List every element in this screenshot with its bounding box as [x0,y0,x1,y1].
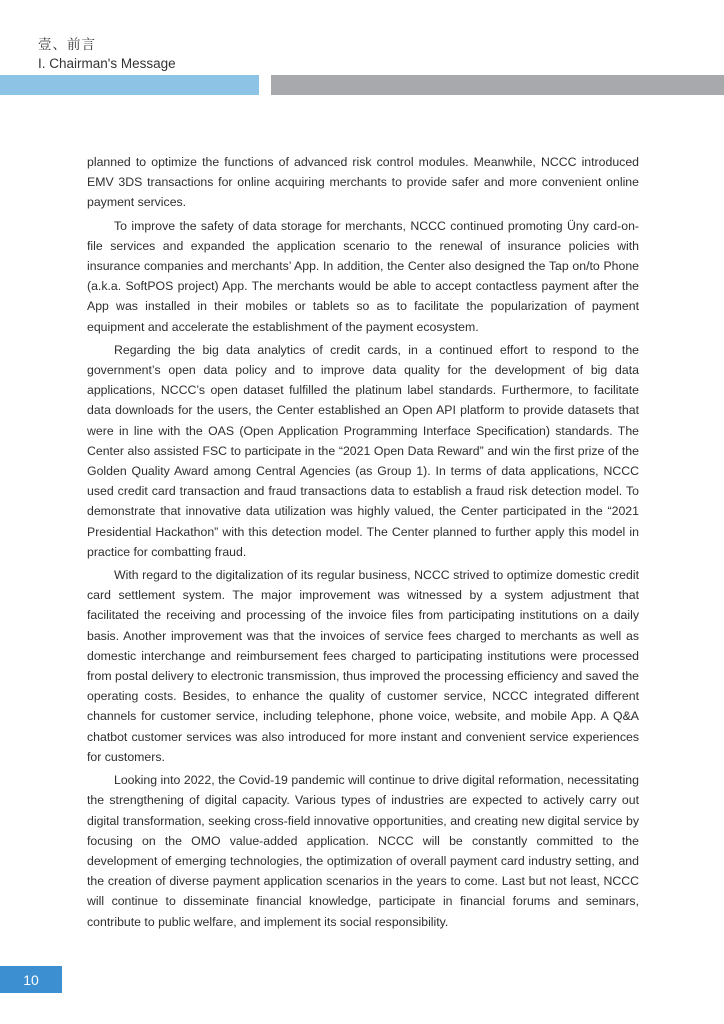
section-title-english: I. Chairman's Message [38,56,176,71]
paragraph-data-storage: To improve the safety of data storage for merchants, NCCC continued promoting Üny card-on-file services and expanded the application scenario to the renewal of insurance policies with insurance companies and merchants’ App. In addition, the Center also designed the Tap on/to Phone (a.k.a. SoftPOS project) App. The merchants would be able to accept contactless payment after the App was installed in their mobiles or tablets so as to facilitate the popularization of payment equipment and accelerate the establishment of the payment ecosystem. [87,218,639,334]
paragraph-digitalization: With regard to the digitalization of its regular business, NCCC strived to optimize domestic credit card settlement system. The major improvement was witnessed by a system adjustment that facilitated the receiving and processing of the invoice files from participating institutions on a daily basis. Another improvement was that the invoices of service fees charged to merchants as well as domestic interchange and reimbursement fees charged to participating institutions were processed from postal delivery to electronic transmission, thus improved the processing efficiency and saved the operating costs. Besides, to enhance the quality of customer service, NCCC integrated different channels for customer service, including telephone, phone voice, website, and mobile App. A Q&A chatbot customer services was also introduced for more instant and convenient service experiences for customers. [87,568,639,764]
body-text [87,152,639,935]
page-header [38,36,176,73]
header-accent-bar-gray [271,75,724,95]
section-title-chinese: 壹、前言 [38,37,96,52]
header-accent-bar-blue [0,75,259,95]
paragraph-outlook-2022: Looking into 2022, the Covid-19 pandemic will continue to drive digital reformation, necessitating the strengthening of digital capacity. Various types of industries are expected to actively carry out digital transformation, seeking cross-field innovative opportunities, and creating new digital service by focusing on the OMO value-added application. NCCC will be constantly committed to the development of emerging technologies, the optimization of overall payment card industry setting, and the creation of diverse payment application scenarios in the years to come. Last but not least, NCCC will continue to disseminate financial knowledge, participate in financial forums and seminars, contribute to public welfare, and implement its social responsibility. [87,773,639,929]
page-number: 10 [0,966,62,993]
paragraph-continuation: planned to optimize the functions of advanced risk control modules. Meanwhile, NCCC introduced EMV 3DS transactions for online acquiring merchants to provide safer and more convenient online payment services. [87,155,639,210]
paragraph-big-data: Regarding the big data analytics of credit cards, in a continued effort to respond to the government’s open data policy and to improve data quality for the development of big data applications, NCCC’s open dataset fulfilled the platinum label standards. Furthermore, to facilitate data downloads for the users, the Center established an Open API platform to provide datasets that were in line with the OAS (Open Application Programming Interface Specification) standards. The Center also assisted FSC to participate in the “2021 Open Data Reward” and win the first prize of the Golden Quality Award among Central Agencies (as Group 1). In terms of data applications, NCCC used credit card transaction and fraud transactions data to establish a fraud risk detection model. To demonstrate that innovative data utilization was highly valued, the Center participated in the “2021 Presidential Hackathon” with this detection model. The Center planned to further apply this model in practice for combatting fraud. [87,342,639,559]
